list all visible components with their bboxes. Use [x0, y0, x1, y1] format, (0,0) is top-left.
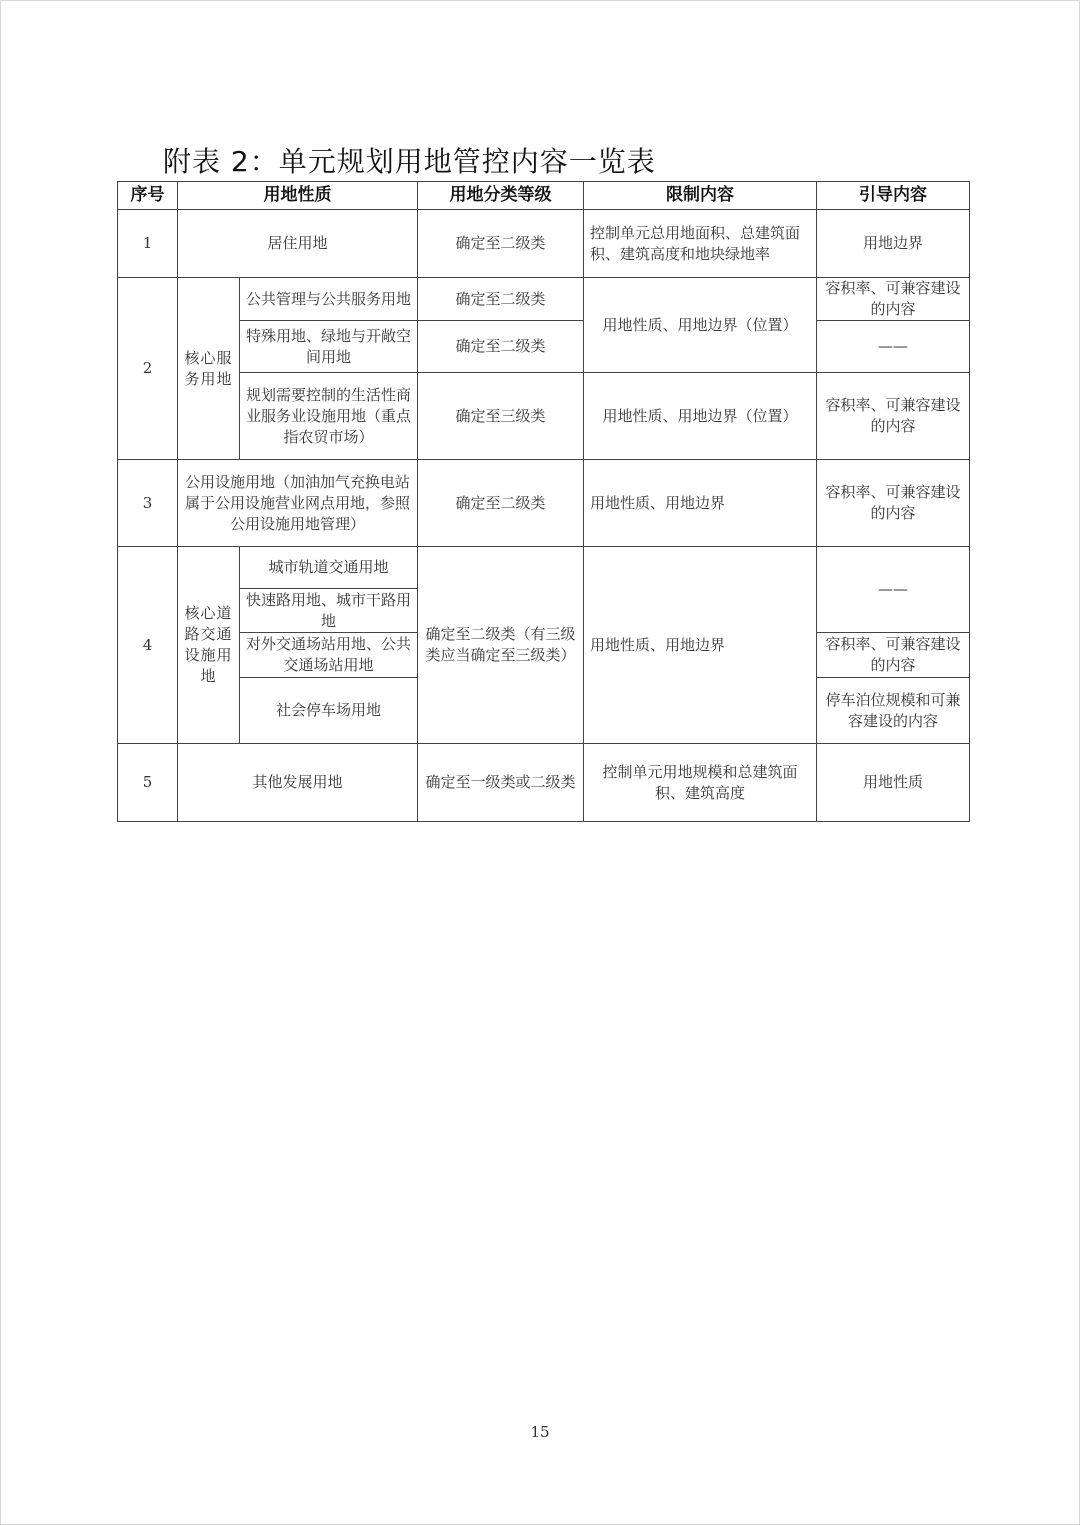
- row2-sub2: 特殊用地、绿地与开敞空间用地: [240, 321, 418, 373]
- row4-group: 核心道路交通设施用地: [178, 547, 240, 744]
- row5-seq: 5: [118, 744, 178, 822]
- row2-sub2-grade: 确定至二级类: [418, 321, 584, 373]
- row2-sub3-grade: 确定至三级类: [418, 373, 584, 460]
- header-grade: 用地分类等级: [418, 182, 584, 210]
- row3-seq: 3: [118, 460, 178, 547]
- row3-restrict: 用地性质、用地边界: [584, 460, 817, 547]
- row4-sub1: 城市轨道交通用地: [240, 547, 418, 589]
- row2-sub3-guide: 容积率、可兼容建设的内容: [817, 373, 970, 460]
- row2-sub1-guide: 容积率、可兼容建设的内容: [817, 278, 970, 321]
- row1-nature: 居住用地: [178, 210, 418, 278]
- row2-sub1: 公共管理与公共服务用地: [240, 278, 418, 321]
- row4-guide-a: ——: [817, 547, 970, 633]
- row2-sub2-guide: ——: [817, 321, 970, 373]
- row4-seq: 4: [118, 547, 178, 744]
- row4-sub2: 快速路用地、城市干路用地: [240, 589, 418, 633]
- table-row: [118, 373, 970, 460]
- row1-seq: 1: [118, 210, 178, 278]
- table-row: [118, 210, 970, 278]
- header-row: [118, 182, 970, 210]
- row2-sub1-grade: 确定至二级类: [418, 278, 584, 321]
- row2-sub12-restrict: 用地性质、用地边界（位置）: [584, 278, 817, 373]
- row4-grade: 确定至二级类（有三级类应当确定至三级类）: [418, 547, 584, 744]
- row4-guide-b: 容积率、可兼容建设的内容: [817, 633, 970, 678]
- row3-nature: 公用设施用地（加油加气充换电站属于公用设施营业网点用地，参照公用设施用地管理）: [178, 460, 418, 547]
- row5-nature: 其他发展用地: [178, 744, 418, 822]
- row1-grade: 确定至二级类: [418, 210, 584, 278]
- page-title: 附表 2：单元规划用地管控内容一览表: [163, 145, 656, 178]
- table-row: [118, 278, 970, 321]
- header-nature: 用地性质: [178, 182, 418, 210]
- row2-sub3: 规划需要控制的生活性商业服务业设施用地（重点指农贸市场）: [240, 373, 418, 460]
- header-guide: 引导内容: [817, 182, 970, 210]
- table-row: [118, 321, 970, 373]
- table-row: [118, 547, 970, 589]
- land-control-table: [117, 181, 970, 822]
- row5-guide: 用地性质: [817, 744, 970, 822]
- row1-restrict: 控制单元总用地面积、总建筑面积、建筑高度和地块绿地率: [584, 210, 817, 278]
- row5-restrict: 控制单元用地规模和总建筑面积、建筑高度: [584, 744, 817, 822]
- row4-sub3: 对外交通场站用地、公共交通场站用地: [240, 633, 418, 678]
- table-row: [118, 744, 970, 822]
- row1-guide: 用地边界: [817, 210, 970, 278]
- row2-seq: 2: [118, 278, 178, 460]
- row2-group: 核心服务用地: [178, 278, 240, 460]
- table-row: [118, 460, 970, 547]
- row3-grade: 确定至二级类: [418, 460, 584, 547]
- header-restrict: 限制内容: [584, 182, 817, 210]
- row4-guide-c: 停车泊位规模和可兼容建设的内容: [817, 678, 970, 744]
- header-seq: 序号: [118, 182, 178, 210]
- row5-grade: 确定至一级类或二级类: [418, 744, 584, 822]
- row4-restrict: 用地性质、用地边界: [584, 547, 817, 744]
- row3-guide: 容积率、可兼容建设的内容: [817, 460, 970, 547]
- row2-sub3-restrict: 用地性质、用地边界（位置）: [584, 373, 817, 460]
- page-number: 15: [530, 1423, 550, 1441]
- row4-sub4: 社会停车场用地: [240, 678, 418, 744]
